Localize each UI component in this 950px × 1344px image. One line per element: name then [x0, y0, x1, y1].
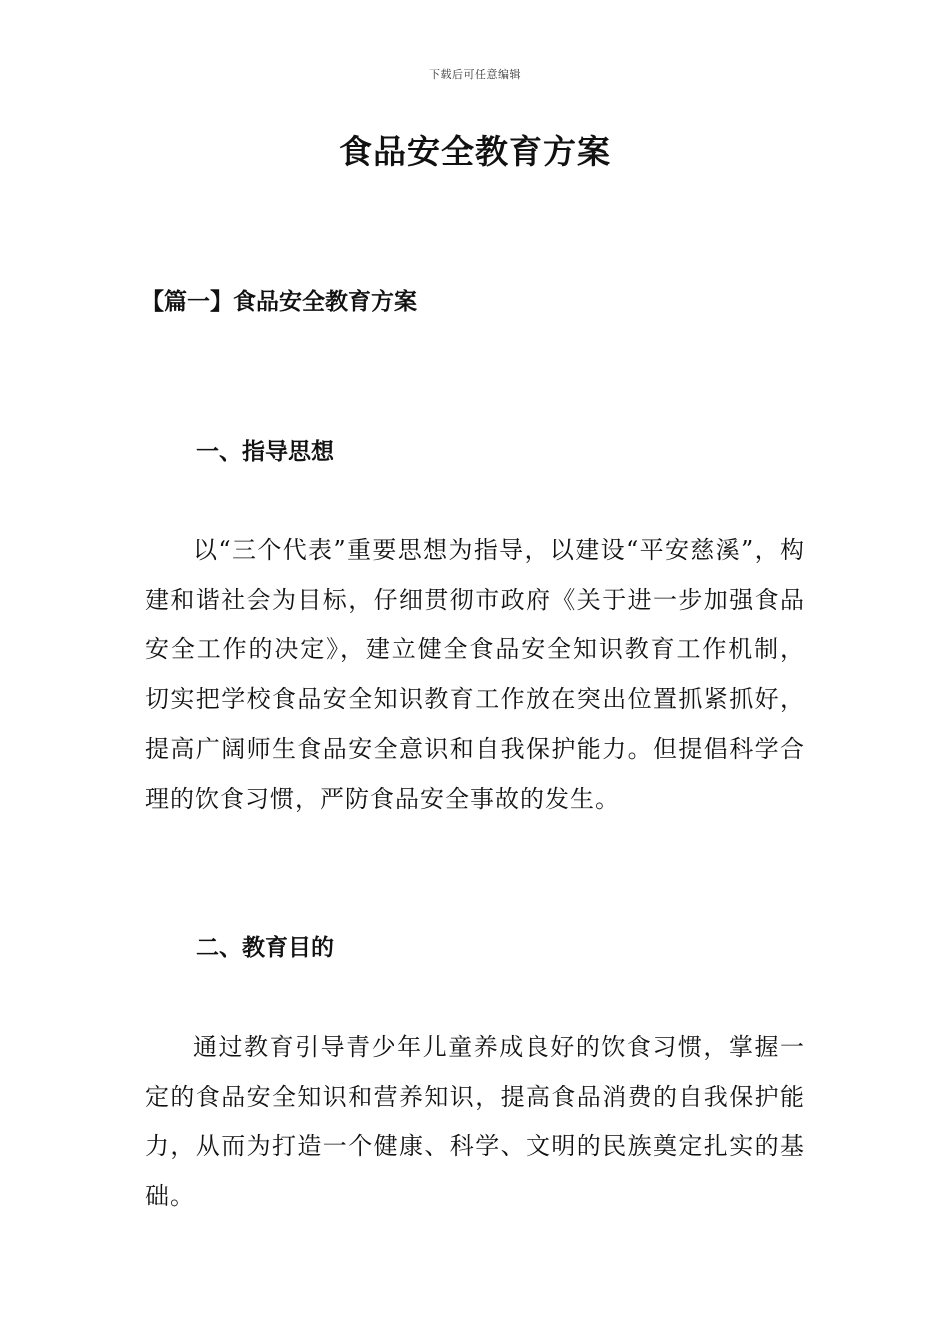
section-heading-guiding-ideology: 一、指导思想: [196, 438, 334, 465]
section-heading-education-purpose: 二、教育目的: [196, 934, 334, 961]
section-paragraph-education-purpose: 通过教育引导青少年儿童养成良好的饮食习惯，掌握一定的食品安全知识和营养知识，提高食品消费的自我保护能力，从而为打造一个健康、科学、文明的民族奠定扎实的基础。: [145, 1033, 805, 1211]
part-heading: 【篇一】食品安全教育方案: [141, 288, 417, 315]
document-title: 食品安全教育方案: [339, 132, 611, 171]
header-note: 下载后可任意编辑: [429, 68, 521, 81]
section-paragraph-guiding-ideology: 以“三个代表”重要思想为指导，以建设“平安慈溪”，构建和谐社会为目标，仔细贯彻市政府《关于进一步加强食品安全工作的决定》，建立健全食品安全知识教育工作机制，切实把学校食品安全知识教育工作放在突出位置抓紧抓好，提高广阔师生食品安全意识和自我保护能力。但提倡科学合理的饮食习惯，严防食品安全事故的发生。: [145, 536, 805, 813]
